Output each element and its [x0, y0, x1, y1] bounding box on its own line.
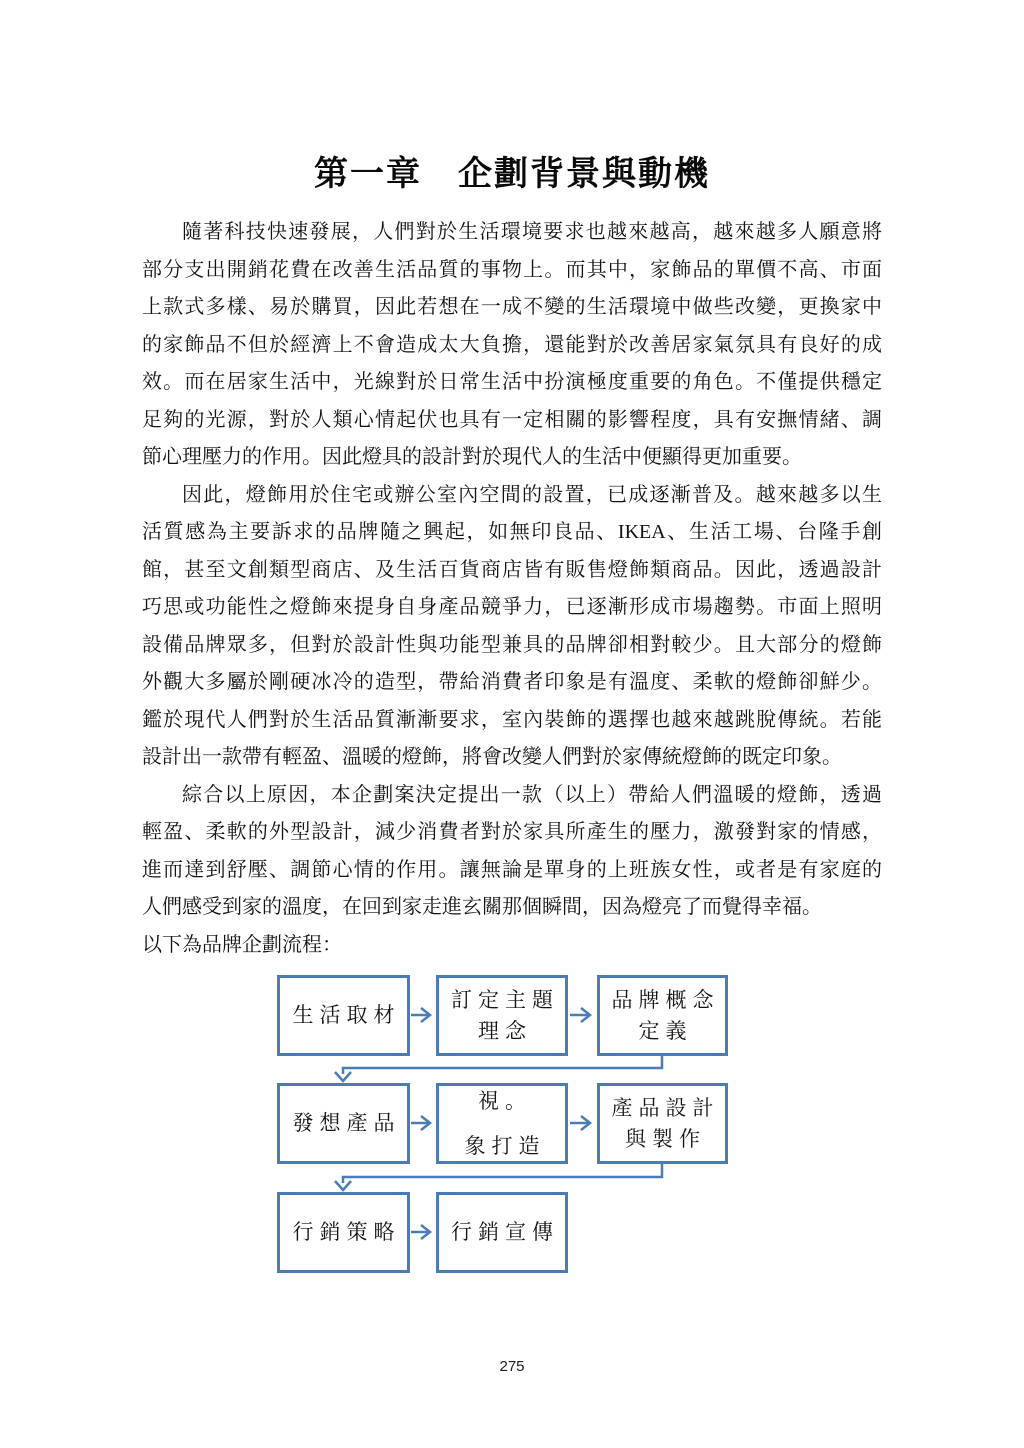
flowchart-box-label: 與製作	[625, 1126, 706, 1151]
flowchart-box-label: 行銷宣傳	[451, 1220, 559, 1244]
text-line: 設計出一款帶有輕盈、溫暖的燈飾，將會改變人們對於家傳統燈飾的既定印象。	[142, 746, 842, 768]
text-line: 以下為品牌企劃流程：	[142, 933, 342, 956]
text-line: 因此，燈飾用於住宅或辦公室內空間的設置，已成逐漸普及。越來越多以生	[182, 483, 882, 506]
text-line: 節心理壓力的作用。因此燈具的設計對於現代人的生活中便顯得更加重要。	[142, 446, 802, 468]
text-line: 設備品牌眾多，但對於設計性與功能型兼具的品牌卻相對較少。且大部分的燈飾	[142, 633, 882, 656]
flowchart-box-label: 定義	[638, 1018, 693, 1043]
text-line: 上款式多樣、易於購買，因此若想在一成不變的生活環境中做些改變，更換家中	[142, 296, 882, 318]
flowchart-box-label: 理念	[478, 1018, 532, 1043]
text-line: 外觀大多屬於剛硬冰冷的造型，帶給消費者印象是有溫度、柔軟的燈飾卻鮮少。	[142, 671, 882, 693]
flowchart-box-label: 行銷策略	[292, 1220, 401, 1244]
text-line: 進而達到舒壓、調節心情的作用。讓無論是單身的上班族女性，或者是有家庭的	[142, 858, 882, 881]
text-line: 綜合以上原因，本企劃案決定提出一款（以上）帶給人們溫暖的燈飾，透過	[182, 783, 882, 806]
text-line: 活質感為主要訴求的品牌隨之興起，如無印良品、IKEA、生活工場、台隆手創	[142, 521, 882, 543]
flowchart-box-label: 產品設計	[611, 1095, 720, 1120]
text-line: 效。而在居家生活中，光線對於日常生活中扮演極度重要的角色。不僅提供穩定	[142, 371, 882, 393]
text-line: 巧思或功能性之燈飾來提身自身產品競爭力，已逐漸形成市場趨勢。市面上照明	[142, 596, 882, 618]
arrow-right-icon	[570, 1008, 590, 1022]
arrow-right-icon	[570, 1116, 590, 1130]
page-number: 275	[499, 1358, 525, 1375]
text-line: 人們感受到家的溫度，在回到家走進玄關那個瞬間，因為燈亮了而覺得幸福。	[142, 896, 822, 918]
flowchart-box-marketing-strategy	[277, 1192, 410, 1273]
text-line: 館，甚至文創類型商店、及生活百貨商店皆有販售燈飾類商品。因此，透過設計	[142, 558, 882, 581]
flowchart-box-label: 生活取材	[292, 1003, 401, 1027]
flowchart-box-life-sourcing	[277, 975, 410, 1056]
text-line: 足夠的光源，對於人類心情起伏也具有一定相關的影響程度，具有安撫情緒、調	[142, 408, 882, 431]
text-line: 鑑於現代人們對於生活品質漸漸要求，室內裝飾的選擇也越來越跳脫傳統。若能	[142, 708, 882, 731]
flowchart-box-label: 發想產品	[292, 1111, 401, 1135]
flowchart-box-label: 象打造	[464, 1133, 546, 1158]
text-line: 輕盈、柔軟的外型設計，減少消費者對於家具所產生的壓力，激發對家的情感，	[142, 821, 882, 843]
text-line: 的家飾品不但於經濟上不會造成太大負擔，還能對於改善居家氣氛具有良好的成	[142, 333, 882, 356]
arrow-right-icon	[411, 1225, 430, 1239]
arrow-right-icon	[411, 1116, 430, 1130]
text-line: 部分支出開銷花費在改善生活品質的事物上。而其中，家飾品的單價不高、市面	[142, 258, 882, 281]
flowchart-box-theme-concept	[436, 975, 568, 1056]
body-text	[142, 214, 882, 964]
flowchart-box-marketing-promotion	[436, 1192, 568, 1273]
arrow-right-icon	[411, 1008, 430, 1022]
chapter-title: 第一章 企劃背景與動機	[314, 156, 710, 193]
flowchart-box-label: 視。	[478, 1088, 532, 1113]
flowchart	[0, 960, 1024, 1290]
flowchart-box-brand-definition	[597, 975, 728, 1056]
elbow-connector-arrow	[335, 1056, 662, 1081]
flowchart-box-label: 品牌概念	[611, 987, 720, 1012]
flowchart-box-label: 訂定主題	[451, 987, 559, 1012]
flowchart-box-product-design	[597, 1083, 728, 1164]
flowchart-box-product-ideation	[277, 1083, 410, 1164]
text-line: 隨著科技快速發展，人們對於生活環境要求也越來越高，越來越多人願意將	[182, 221, 882, 243]
flowchart-box-visual-image	[436, 1083, 568, 1164]
